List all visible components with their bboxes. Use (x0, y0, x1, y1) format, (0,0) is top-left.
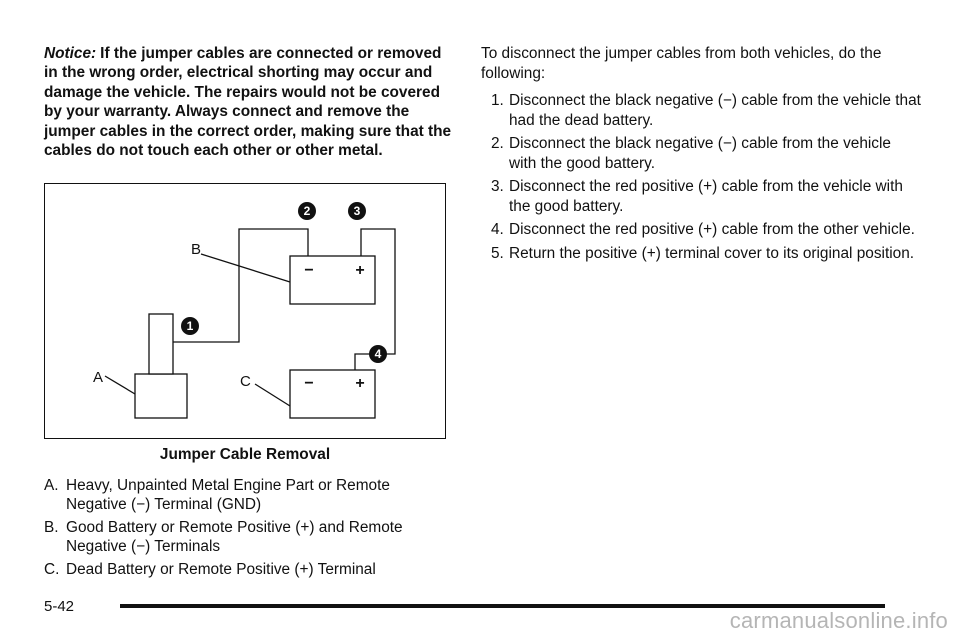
callout-3-label: 3 (353, 204, 361, 218)
label-b: B (191, 241, 202, 258)
dead-battery-neg: − (304, 375, 314, 392)
step-text: Disconnect the red positive (+) cable from the vehicle with the good battery. (509, 178, 903, 215)
leader-a (105, 376, 135, 394)
good-battery-neg: − (304, 262, 314, 279)
callout-2-label: 2 (303, 204, 311, 218)
label-a: A (93, 369, 104, 386)
jumper-cable-diagram (44, 183, 446, 439)
figure-caption: Jumper Cable Removal (159, 446, 331, 463)
step-item (481, 220, 921, 240)
step-item (481, 134, 921, 173)
step-number: 3. (491, 178, 504, 195)
dead-battery-pos: + (355, 375, 365, 392)
disconnect-section (481, 44, 921, 267)
legend-key: B. (44, 519, 59, 536)
step-number: 5. (491, 244, 504, 262)
step-number: 1. (491, 92, 504, 109)
disconnect-intro: To disconnect the jumper cables from both vehicles, do the following: (481, 45, 882, 82)
good-battery-pos: + (355, 262, 365, 279)
diagram-svg (45, 184, 445, 438)
page-number: 5-42 (44, 598, 75, 615)
figure-legend (44, 476, 454, 583)
legend-text: Dead Battery or Remote Positive (+) Terminal (66, 561, 376, 578)
leader-b (201, 254, 290, 282)
step-text: Disconnect the black negative (−) cable from the vehicle with the good battery. (509, 135, 891, 172)
step-text: Disconnect the black negative (−) cable from the vehicle that had the dead battery. (509, 92, 921, 129)
legend-item (44, 518, 454, 556)
callout-4-label: 4 (374, 347, 382, 361)
watermark: carmanualsonline.info (729, 608, 948, 633)
step-text: Return the positive (+) terminal cover to its original position. (509, 244, 915, 262)
step-item (481, 91, 921, 130)
step-number: 4. (491, 221, 504, 238)
engine-post (149, 314, 173, 374)
engine-metal-part (135, 374, 187, 418)
step-text: Disconnect the red positive (+) cable from the other vehicle. (509, 221, 915, 238)
label-c: C (240, 373, 251, 390)
legend-item (44, 476, 454, 514)
legend-text: Heavy, Unpainted Metal Engine Part or Remote Negative (−) Terminal (GND) (66, 477, 390, 513)
legend-key: A. (44, 477, 59, 494)
notice-paragraph (44, 44, 454, 160)
legend-key: C. (44, 561, 60, 578)
step-item (481, 177, 921, 216)
callout-1-label: 1 (186, 319, 194, 333)
step-number: 2. (491, 135, 504, 152)
disconnect-steps (481, 91, 921, 263)
leader-c (255, 384, 290, 406)
step-item (481, 244, 921, 264)
legend-item (44, 560, 454, 579)
legend-text: Good Battery or Remote Positive (+) and Remote Negative (−) Terminals (66, 519, 403, 555)
notice-lead: Notice: (44, 45, 97, 62)
notice-text: If the jumper cables are connected or removed in the wrong order, electrical shorting may occur and damage the vehicle. The repairs would not be covered by your warranty. Always connect and remove the jumper cables in the correct order, making sure that the cables do not touch each other or other metal. (44, 45, 452, 160)
